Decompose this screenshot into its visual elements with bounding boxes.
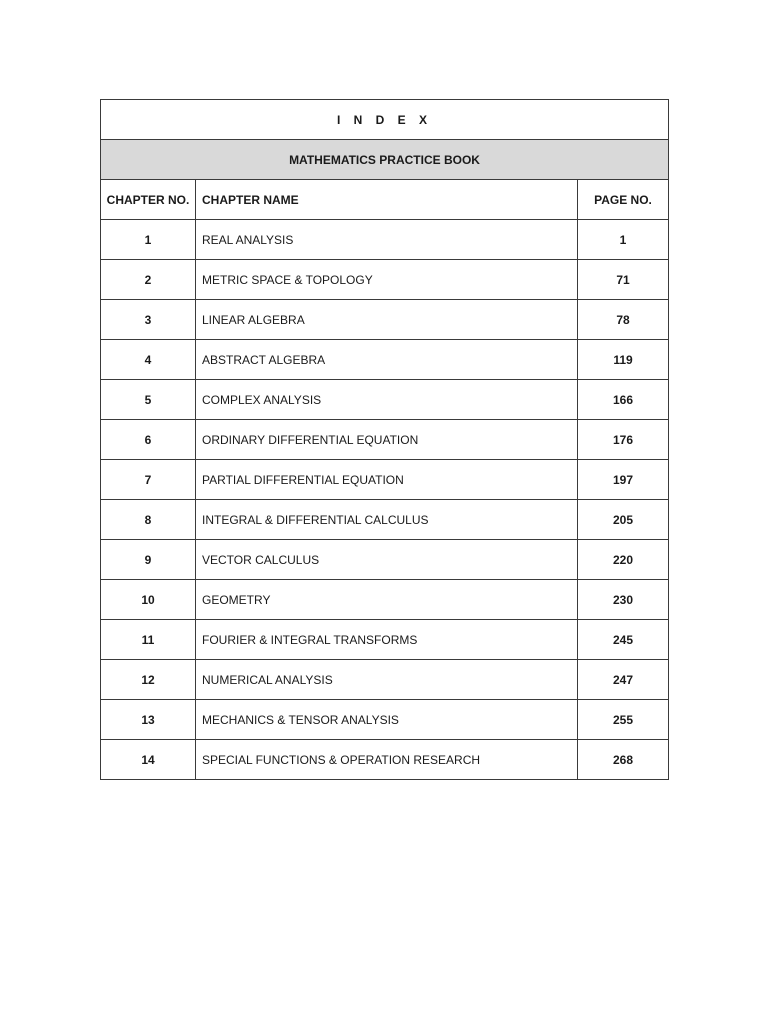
chapter-name: NUMERICAL ANALYSIS bbox=[196, 660, 578, 700]
table-row bbox=[101, 220, 669, 260]
page-number: 197 bbox=[578, 460, 669, 500]
page-number: 78 bbox=[578, 300, 669, 340]
chapter-number: 13 bbox=[101, 700, 196, 740]
chapter-number: 2 bbox=[101, 260, 196, 300]
chapter-name: REAL ANALYSIS bbox=[196, 220, 578, 260]
chapter-number: 4 bbox=[101, 340, 196, 380]
index-title: I N D E X bbox=[101, 100, 669, 140]
chapter-number: 12 bbox=[101, 660, 196, 700]
chapter-name: METRIC SPACE & TOPOLOGY bbox=[196, 260, 578, 300]
page-number: 71 bbox=[578, 260, 669, 300]
chapter-name: VECTOR CALCULUS bbox=[196, 540, 578, 580]
chapter-name: GEOMETRY bbox=[196, 580, 578, 620]
index-table bbox=[100, 99, 669, 780]
subtitle-row bbox=[101, 140, 669, 180]
chapter-name: ABSTRACT ALGEBRA bbox=[196, 340, 578, 380]
header-chapter-no: CHAPTER NO. bbox=[101, 180, 196, 220]
chapter-number: 6 bbox=[101, 420, 196, 460]
page-number: 205 bbox=[578, 500, 669, 540]
chapter-number: 9 bbox=[101, 540, 196, 580]
table-row bbox=[101, 700, 669, 740]
chapter-name: LINEAR ALGEBRA bbox=[196, 300, 578, 340]
chapter-number: 14 bbox=[101, 740, 196, 780]
header-chapter-name: CHAPTER NAME bbox=[196, 180, 578, 220]
page-number: 247 bbox=[578, 660, 669, 700]
page-number: 119 bbox=[578, 340, 669, 380]
table-row bbox=[101, 580, 669, 620]
table-row bbox=[101, 300, 669, 340]
page-number: 166 bbox=[578, 380, 669, 420]
page-number: 255 bbox=[578, 700, 669, 740]
chapter-name: ORDINARY DIFFERENTIAL EQUATION bbox=[196, 420, 578, 460]
table-row bbox=[101, 740, 669, 780]
table-row bbox=[101, 500, 669, 540]
table-row bbox=[101, 620, 669, 660]
table-row bbox=[101, 260, 669, 300]
title-row bbox=[101, 100, 669, 140]
header-page-no: PAGE NO. bbox=[578, 180, 669, 220]
page-number: 230 bbox=[578, 580, 669, 620]
chapter-number: 3 bbox=[101, 300, 196, 340]
table-row bbox=[101, 420, 669, 460]
chapter-name: INTEGRAL & DIFFERENTIAL CALCULUS bbox=[196, 500, 578, 540]
page-number: 1 bbox=[578, 220, 669, 260]
book-title: MATHEMATICS PRACTICE BOOK bbox=[101, 140, 669, 180]
table-row bbox=[101, 540, 669, 580]
table-row bbox=[101, 460, 669, 500]
chapter-number: 1 bbox=[101, 220, 196, 260]
chapter-name: MECHANICS & TENSOR ANALYSIS bbox=[196, 700, 578, 740]
chapter-number: 7 bbox=[101, 460, 196, 500]
chapter-name: FOURIER & INTEGRAL TRANSFORMS bbox=[196, 620, 578, 660]
chapter-name: SPECIAL FUNCTIONS & OPERATION RESEARCH bbox=[196, 740, 578, 780]
table-row bbox=[101, 340, 669, 380]
chapter-number: 5 bbox=[101, 380, 196, 420]
chapter-name: COMPLEX ANALYSIS bbox=[196, 380, 578, 420]
chapter-number: 11 bbox=[101, 620, 196, 660]
chapter-number: 8 bbox=[101, 500, 196, 540]
page-number: 176 bbox=[578, 420, 669, 460]
page-number: 245 bbox=[578, 620, 669, 660]
page-number: 220 bbox=[578, 540, 669, 580]
header-row bbox=[101, 180, 669, 220]
page-number: 268 bbox=[578, 740, 669, 780]
chapter-number: 10 bbox=[101, 580, 196, 620]
table-row bbox=[101, 660, 669, 700]
chapter-name: PARTIAL DIFFERENTIAL EQUATION bbox=[196, 460, 578, 500]
table-row bbox=[101, 380, 669, 420]
